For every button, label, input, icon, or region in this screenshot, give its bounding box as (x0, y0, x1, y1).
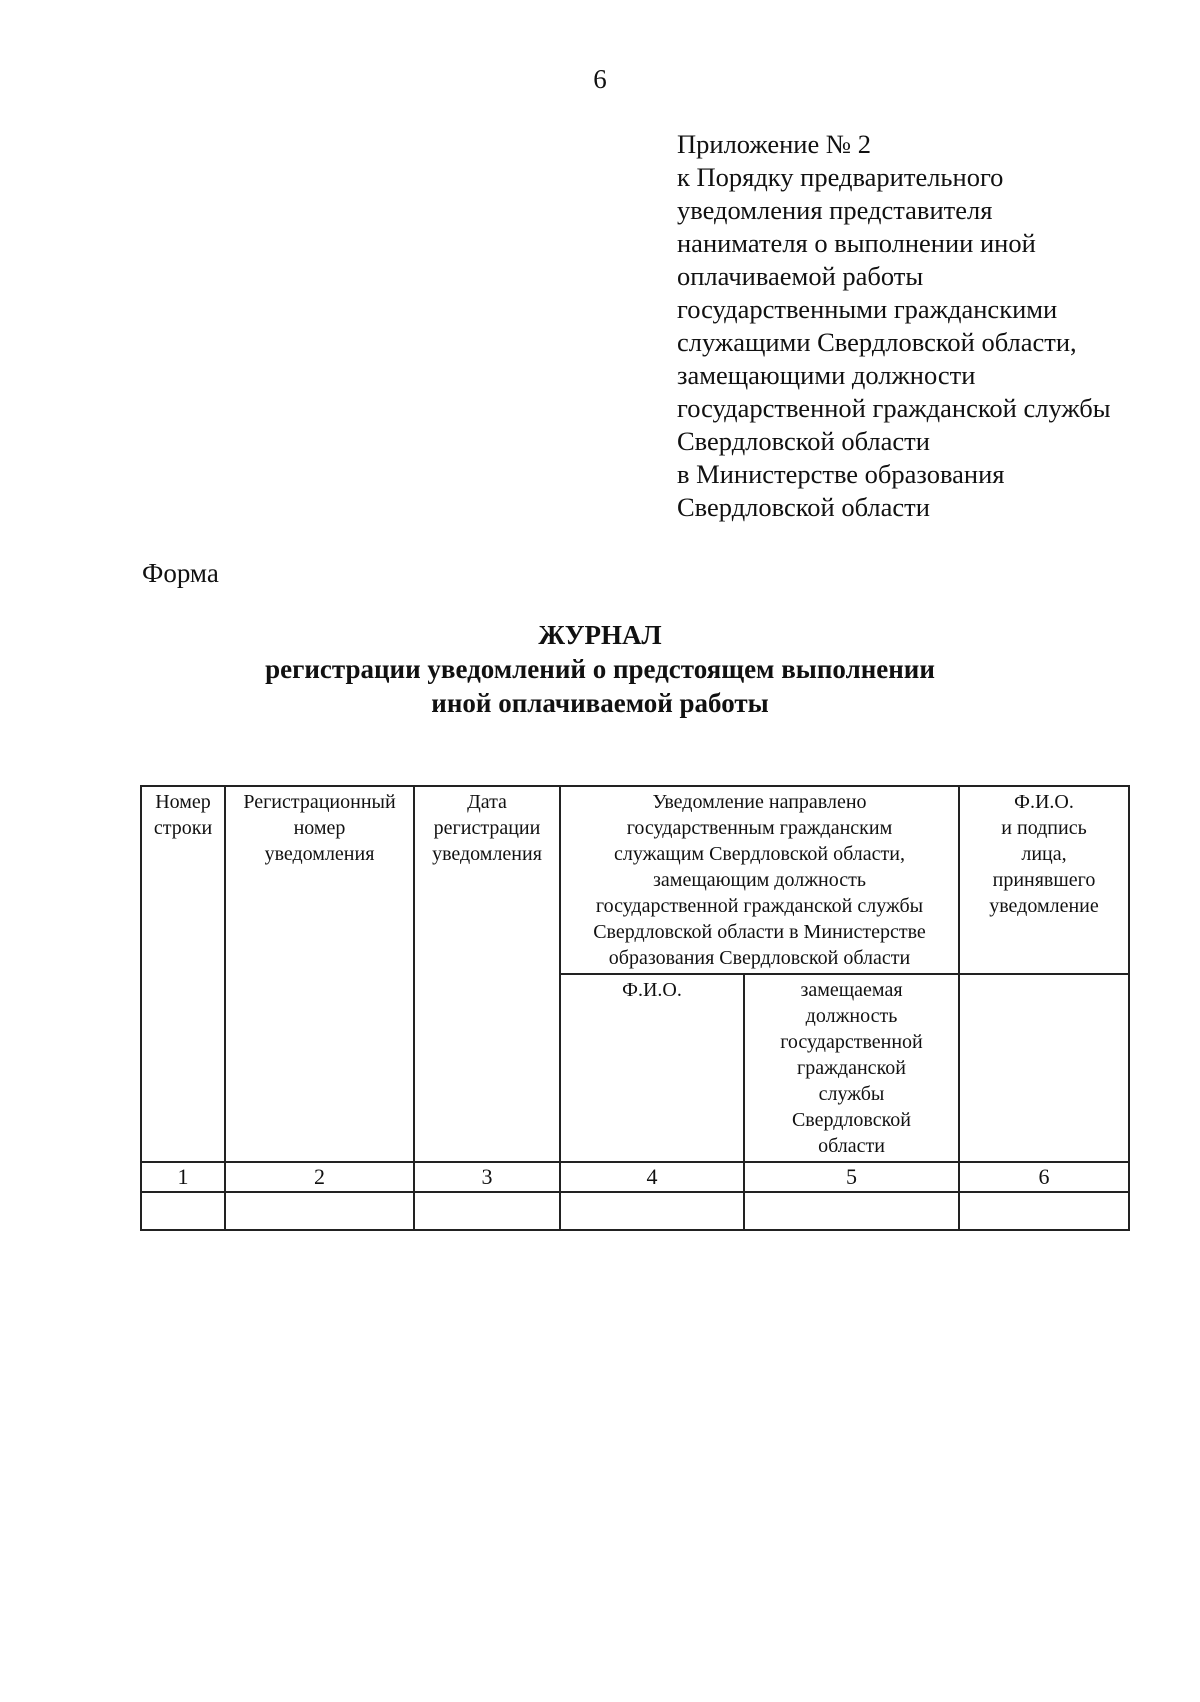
appendix-line: оплачиваемой работы (677, 261, 924, 291)
appendix-line: Свердловской области (677, 492, 930, 522)
appendix-line: замещающими должности (677, 360, 976, 390)
journal-table (140, 785, 1130, 1231)
column-number: 4 (560, 1162, 744, 1192)
title-line-2: регистрации уведомлений о предстоящем выполнении (265, 654, 935, 684)
header-row-1 (141, 786, 1129, 974)
appendix-line: государственными гражданскими (677, 294, 1058, 324)
title-line-1: ЖУРНАЛ (538, 620, 662, 650)
appendix-line: к Порядку предварительного (677, 162, 1004, 192)
blank-cell (414, 1192, 560, 1230)
column-number-row (141, 1162, 1129, 1192)
blank-cell (959, 1192, 1129, 1230)
appendix-line: государственной гражданской службы (677, 393, 1111, 423)
column-number: 5 (744, 1162, 959, 1192)
header-registration-date: Дата регистрации уведомления (414, 786, 560, 1162)
appendix-block (677, 128, 1187, 524)
column-number: 3 (414, 1162, 560, 1192)
appendix-line: в Министерстве образования (677, 459, 1005, 489)
column-number: 2 (225, 1162, 414, 1192)
page-number: 6 (593, 64, 607, 94)
header-row-number: Номер строки (141, 786, 225, 1162)
blank-cell (225, 1192, 414, 1230)
form-label: Форма (142, 558, 219, 588)
title-line-3: иной оплачиваемой работы (431, 688, 769, 718)
blank-cell (141, 1192, 225, 1230)
blank-entry-row (141, 1192, 1129, 1230)
header-empty-cell (959, 974, 1129, 1162)
header-notification-sent-by: Уведомление направлено государственным гражданским служащим Свердловской области, замещающим должность государственной гражданской службы Свердловской области в Министерстве образования Свердловской области (560, 786, 959, 974)
header-position: замещаемая должность государственной гражданской службы Свердловской области (744, 974, 959, 1162)
journal-title (0, 618, 1200, 720)
blank-cell (560, 1192, 744, 1230)
appendix-line: Приложение № 2 (677, 129, 872, 159)
column-number: 6 (959, 1162, 1129, 1192)
header-registration-number: Регистрационный номер уведомления (225, 786, 414, 1162)
appendix-line: уведомления представителя (677, 195, 993, 225)
header-employee-name: Ф.И.О. (560, 974, 744, 1162)
column-number: 1 (141, 1162, 225, 1192)
appendix-line: нанимателя о выполнении иной (677, 228, 1036, 258)
header-receiver-name-signature: Ф.И.О. и подпись лица, принявшего уведомление (959, 786, 1129, 974)
blank-cell (744, 1192, 959, 1230)
appendix-line: Свердловской области (677, 426, 930, 456)
appendix-line: служащими Свердловской области, (677, 327, 1077, 357)
